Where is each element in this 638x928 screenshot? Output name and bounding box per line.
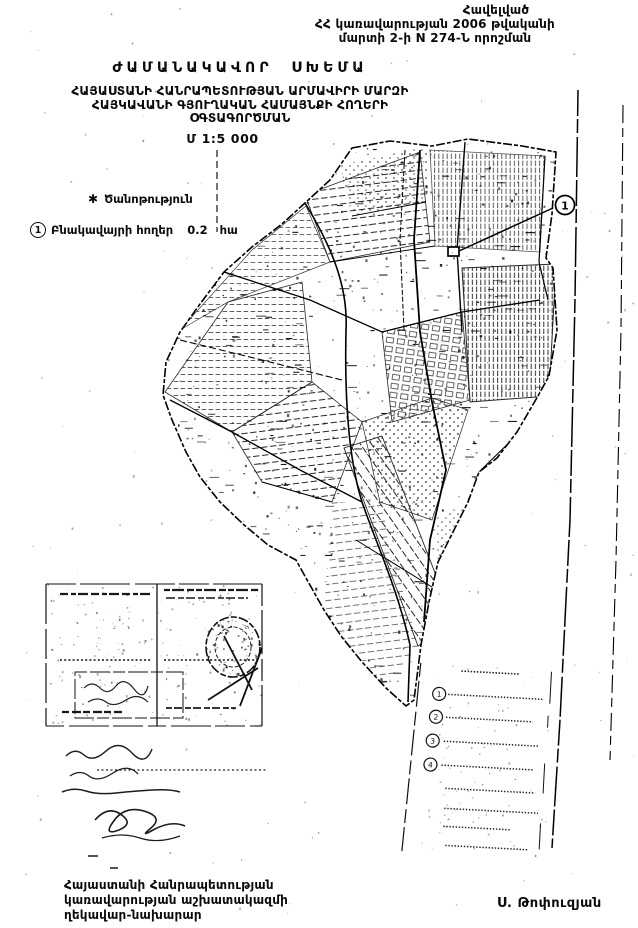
appendix-line3: մարտի 2-ի N 274-Ն որոշման [338,31,532,45]
circled-number-icon: 1 [30,222,46,238]
callout-target-square [448,247,459,256]
signature-scribbles [62,745,268,868]
legend-block-title-line [461,671,519,674]
legend-block-marker-1: 1 [436,689,442,700]
appendix-line1: Հավելված [462,3,530,17]
map-scale: Մ 1:5 000 [186,131,259,146]
asterisk-icon: ✱ [88,192,99,206]
legend-item-settlement-lands [30,222,238,238]
appendix-line2: ՀՀ կառավարության 2006 թվականի [315,17,555,31]
legend-item-unit: հա [219,223,238,237]
legend-note [88,192,193,206]
legend-item-label: Բնակավայրի հողեր [51,223,174,237]
document-subtitle [0,85,480,126]
signatory-title-block [64,878,288,923]
signatory-name: Ս. Թոփուզյան [497,896,602,911]
legend-item-value: 0.2 [187,223,208,237]
signatory-line3: ղեկավար-նախարար [64,908,202,922]
subtitle-line1: ՀԱՅԱՍՏԱՆԻ ՀԱՆՐԱՊԵՏՈՒԹՅԱՆ ԱՐՄԱՎԻՐԻ ՄԱՐԶԻ [71,84,409,98]
fold-line-outer [610,105,623,760]
legend-block-marker-4: 4 [427,760,434,770]
legend-block-markers [424,687,446,772]
signatory-line1: Հայաստանի Հանրապետության [64,878,274,892]
appendix-reference [250,3,620,45]
legend-note-label: Ծանոթություն [104,192,193,206]
subtitle-line2: ՀԱՅԿԱՎԱՆԻ ԳՅՈՒՂԱԿԱՆ ՀԱՄԱՅՆՔԻ ՀՈՂԵՐԻ [91,97,389,112]
subtitle-line3: ՕԳՏԱԳՈՐԾՄԱՆ [189,111,291,125]
signatory-line2: կառավարության աշխատակազմի [64,893,289,907]
document-title: ԺԱՄԱՆԱԿԱՎՈՐ ՍԽԵՄԱ [112,60,368,76]
callout-number: 1 [561,199,569,213]
stamp-legend-block [402,662,552,858]
legend-block-marker-2: 2 [433,712,439,722]
legend-block-marker-3: 3 [430,736,436,746]
